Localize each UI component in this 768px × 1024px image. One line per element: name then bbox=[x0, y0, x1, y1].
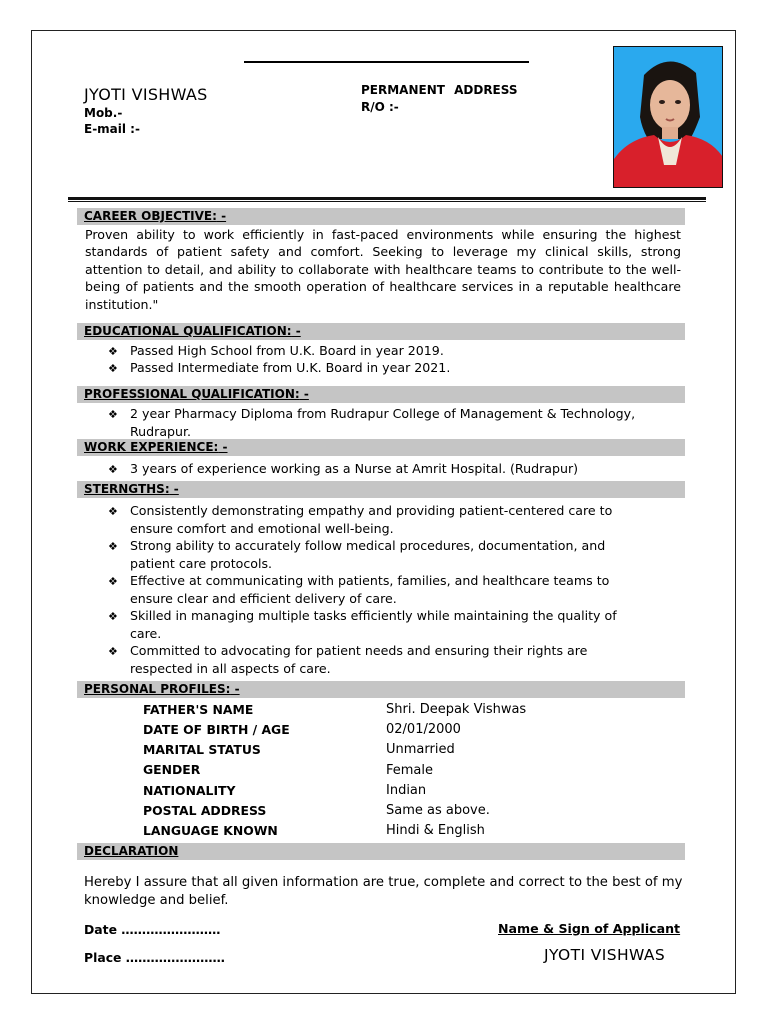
profile-value: Unmarried bbox=[386, 742, 455, 757]
profile-value: Hindi & English bbox=[386, 823, 485, 838]
place-label: Place …………………… bbox=[84, 950, 225, 965]
profile-value: 02/01/2000 bbox=[386, 722, 461, 737]
strengths-header: STERNGTHS: - bbox=[77, 481, 685, 498]
signature-title: Name & Sign of Applicant bbox=[498, 921, 681, 936]
email-label: E-mail :- bbox=[84, 122, 140, 136]
bullet-diamond-icon: ❖ bbox=[108, 408, 118, 421]
declaration-header: DECLARATION bbox=[77, 843, 685, 860]
profile-key: POSTAL ADDRESS bbox=[143, 803, 267, 818]
strength-item: ❖ Effective at communicating with patients, families, and healthcare teams to ensure clear and efficient delivery of care. bbox=[108, 573, 610, 607]
applicant-name: JYOTI VISHWAS bbox=[84, 85, 208, 104]
career-objective-header: CAREER OBJECTIVE: - bbox=[77, 208, 685, 225]
professional-item: ❖ 2 year Pharmacy Diploma from Rudrapur College of Management & Technology, Rudrapur. bbox=[108, 406, 636, 440]
top-rule bbox=[244, 61, 529, 63]
profile-value: Shri. Deepak Vishwas bbox=[386, 702, 527, 717]
work-experience-item: ❖ 3 years of experience working as a Nurse at Amrit Hospital. (Rudrapur) bbox=[108, 460, 578, 478]
profile-key: LANGUAGE KNOWN bbox=[143, 823, 278, 838]
education-item: ❖ Passed Intermediate from U.K. Board in year 2021. bbox=[108, 359, 450, 377]
profile-key: NATIONALITY bbox=[143, 783, 236, 798]
professional-header: PROFESSIONAL QUALIFICATION: - bbox=[77, 386, 685, 403]
bullet-diamond-icon: ❖ bbox=[108, 345, 118, 358]
work-experience-header: WORK EXPERIENCE: - bbox=[77, 439, 685, 456]
career-objective-text: Proven ability to work efficiently in fast-paced environments while ensuring the highest standards of patient safety and comfort. Seeking to leverage my clinical skills, strong attention to detail, and ability to collaborate with healthcare teams to contribute to the well-being of patients and the smooth operation of healthcare services in a reputable healthcare institution." bbox=[85, 227, 681, 312]
bullet-diamond-icon: ❖ bbox=[108, 505, 118, 518]
mobile-label: Mob.- bbox=[84, 106, 123, 120]
profile-value: Female bbox=[386, 763, 434, 778]
address-ro-label: R/O :- bbox=[361, 100, 399, 114]
profile-key: GENDER bbox=[143, 762, 201, 777]
signature-name: JYOTI VISHWAS bbox=[544, 946, 666, 964]
bullet-diamond-icon: ❖ bbox=[108, 575, 118, 588]
profile-value: Indian bbox=[386, 783, 427, 798]
bullet-diamond-icon: ❖ bbox=[108, 610, 118, 623]
education-item: ❖ Passed High School from U.K. Board in year 2019. bbox=[108, 342, 444, 360]
education-header: EDUCATIONAL QUALIFICATION: - bbox=[77, 323, 685, 340]
permanent-address-title: PERMANENT ADDRESS bbox=[361, 83, 518, 97]
strength-item: ❖ Consistently demonstrating empathy and providing patient-centered care to ensure comfort and emotional well-being. bbox=[108, 503, 613, 537]
profile-key: MARITAL STATUS bbox=[143, 742, 261, 757]
bullet-diamond-icon: ❖ bbox=[108, 362, 118, 375]
profile-key: DATE OF BIRTH / AGE bbox=[143, 722, 290, 737]
personal-profile-header: PERSONAL PROFILES: - bbox=[77, 681, 685, 698]
strength-item: ❖ Strong ability to accurately follow medical procedures, documentation, and patient care protocols. bbox=[108, 538, 606, 572]
header-separator bbox=[68, 197, 706, 200]
bullet-diamond-icon: ❖ bbox=[108, 645, 118, 658]
profile-key: FATHER'S NAME bbox=[143, 702, 254, 717]
bullet-diamond-icon: ❖ bbox=[108, 463, 118, 476]
bullet-diamond-icon: ❖ bbox=[108, 540, 118, 553]
applicant-photo bbox=[613, 46, 723, 188]
strength-item: ❖ Skilled in managing multiple tasks efficiently while maintaining the quality of care. bbox=[108, 608, 617, 642]
profile-value: Same as above. bbox=[386, 803, 490, 818]
strength-item: ❖ Committed to advocating for patient needs and ensuring their rights are respected in all aspects of care. bbox=[108, 643, 588, 677]
header-separator-thin bbox=[68, 201, 706, 202]
date-label: Date …………………… bbox=[84, 922, 221, 937]
declaration-text: Hereby I assure that all given information are true, complete and correct to the best of my knowledge and belief. bbox=[84, 875, 683, 908]
